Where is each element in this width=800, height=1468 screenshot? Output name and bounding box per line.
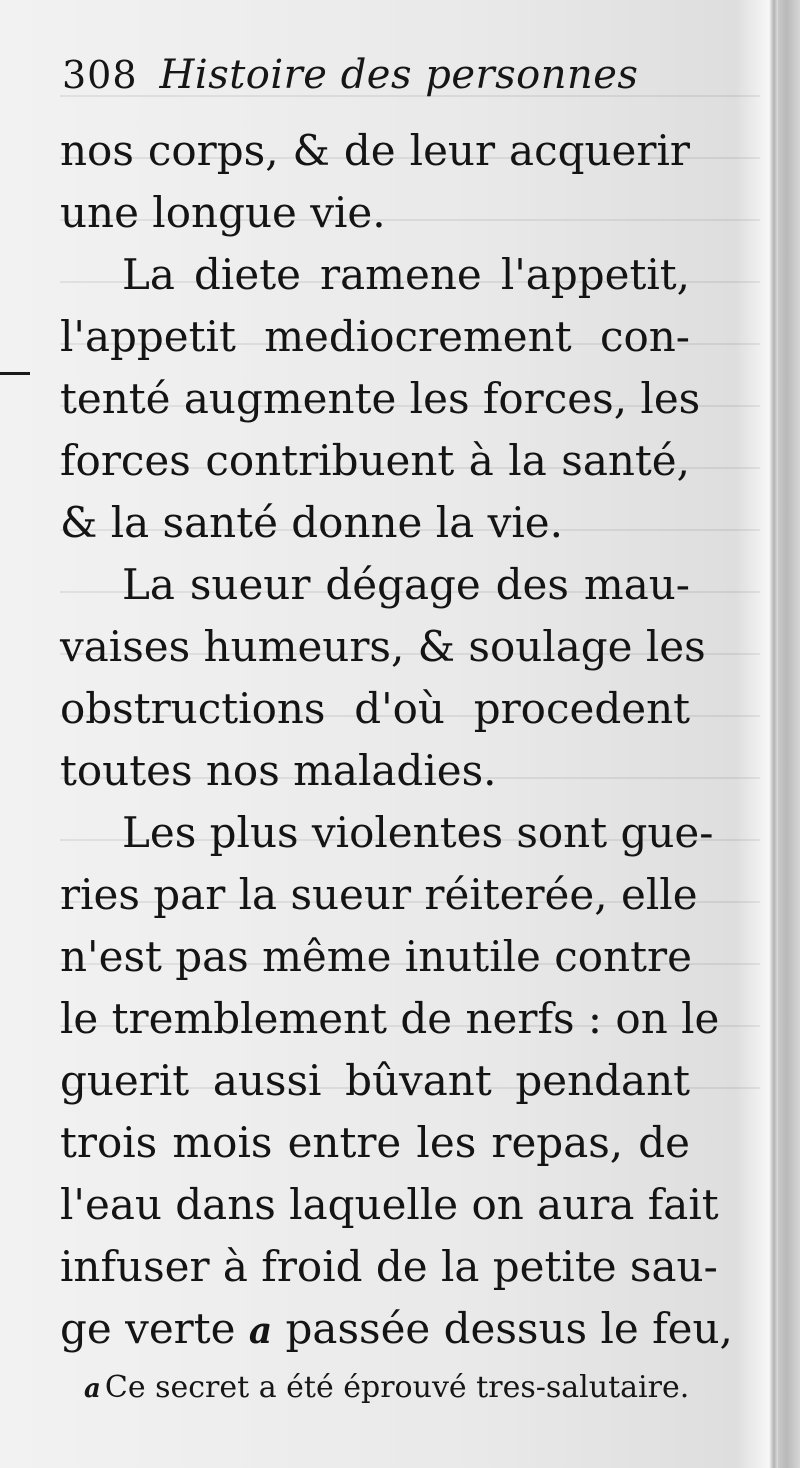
text-segment: passée dessus le feu, (285, 1304, 733, 1353)
text-line-with-note (60, 1298, 733, 1360)
text-line: l'eau dans laquelle on aura fait (60, 1180, 719, 1229)
text-line: n'est pas même inutile contre (60, 932, 692, 981)
text-line: une longue vie. (60, 188, 386, 237)
text-line: trois mois entre les repas, de (60, 1118, 690, 1167)
text-line: La sueur dégage des mau- (122, 560, 690, 609)
text-line: guerit aussi bûvant pendant (60, 1056, 690, 1105)
text-line: nos corps, & de leur acquerir (60, 126, 690, 175)
text-line: obstructions d'où procedent (60, 684, 690, 733)
text-line: l'appetit mediocrement con- (60, 312, 690, 361)
footnote (84, 1366, 694, 1411)
page-edge-fold (770, 0, 778, 1468)
text-segment: ge verte (60, 1304, 236, 1353)
text-line: ries par la sueur réiterée, elle (60, 870, 698, 919)
text-line: Les plus violentes sont gue- (122, 808, 714, 857)
text-line: vaises humeurs, & soulage les (60, 622, 706, 671)
page-header (62, 52, 662, 112)
text-line: La diete ramene l'appetit, (122, 250, 690, 299)
text-line: tenté augmente les forces, les (60, 374, 701, 423)
text-line: & la santé donne la vie. (60, 498, 563, 547)
text-line: le tremblement de nerfs : on le (60, 994, 720, 1043)
text-line: forces contribuent à la santé, (60, 436, 690, 485)
footnote-marker: a (84, 1374, 101, 1404)
text-line: toutes nos maladies. (60, 746, 497, 795)
running-title: Histoire des personnes (159, 52, 639, 98)
text-line: infuser à froid de la petite sau- (60, 1242, 718, 1291)
margin-mark (0, 372, 30, 375)
footnote-text: Ce secret a été éprouvé tres-salutaire. (104, 1370, 690, 1405)
page-edge-shadow (778, 0, 800, 1468)
page-number: 308 (62, 53, 138, 97)
note-reference: a (248, 1310, 273, 1352)
